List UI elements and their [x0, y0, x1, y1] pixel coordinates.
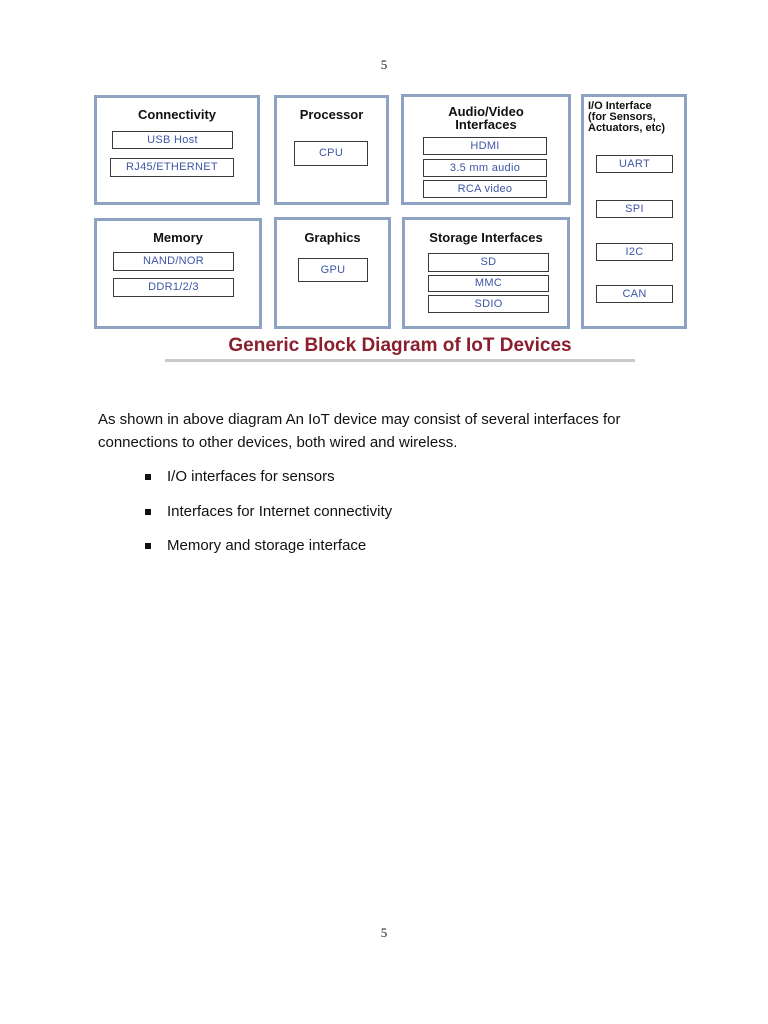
processor-title: Processor	[299, 107, 364, 122]
square-bullet-icon	[145, 474, 151, 480]
io-interface-block	[581, 94, 687, 329]
spi-item: SPI	[596, 200, 673, 218]
iot-block-diagram	[0, 0, 768, 370]
audio-video-title: Audio/Video Interfaces	[448, 104, 524, 132]
graphics-title: Graphics	[304, 230, 361, 245]
nand-nor-item: NAND/NOR	[113, 252, 234, 271]
processor-block	[274, 95, 389, 205]
graphics-block	[274, 217, 391, 329]
sd-item: SD	[428, 253, 549, 272]
connectivity-title: Connectivity	[137, 107, 216, 122]
audio-video-block	[401, 94, 571, 205]
i2c-item: I2C	[596, 243, 673, 261]
storage-block	[402, 217, 570, 329]
uart-item: UART	[596, 155, 673, 173]
bullet-item	[145, 501, 392, 536]
body-paragraph: As shown in above diagram An IoT device may consist of several interfaces for connections to other devices, both wired and wireless.	[98, 411, 621, 451]
page-number-bottom: 5	[380, 925, 388, 940]
storage-title: Storage Interfaces	[429, 230, 543, 245]
square-bullet-icon	[145, 543, 151, 549]
page-number-top: 5	[380, 57, 388, 72]
io-interface-title: I/O Interface (for Sensors, Actuators, etc)	[588, 100, 666, 134]
gpu-item: GPU	[298, 258, 368, 282]
rca-video-item: RCA video	[423, 180, 547, 198]
bullet-text: Interfaces for Internet connectivity	[167, 502, 393, 520]
audio-3-5mm-item: 3.5 mm audio	[423, 159, 547, 177]
usb-host-item: USB Host	[112, 131, 233, 149]
bullet-list	[145, 466, 392, 570]
hdmi-item: HDMI	[423, 137, 547, 155]
bullet-text: Memory and storage interface	[167, 537, 367, 554]
mmc-item: MMC	[428, 275, 549, 292]
can-item: CAN	[596, 285, 673, 303]
bullet-item	[145, 466, 392, 501]
memory-title: Memory	[153, 230, 203, 245]
memory-block	[94, 218, 262, 329]
connectivity-block	[94, 95, 260, 205]
bullet-text: I/O interfaces for sensors	[167, 468, 335, 485]
cpu-item: CPU	[294, 141, 368, 166]
sdio-item: SDIO	[428, 295, 549, 313]
bullet-item	[145, 535, 392, 570]
square-bullet-icon	[145, 509, 151, 515]
ddr-item: DDR1/2/3	[113, 278, 234, 297]
diagram-caption: Generic Block Diagram of IoT Devices	[165, 333, 635, 362]
rj45-ethernet-item: RJ45/ETHERNET	[110, 158, 234, 177]
